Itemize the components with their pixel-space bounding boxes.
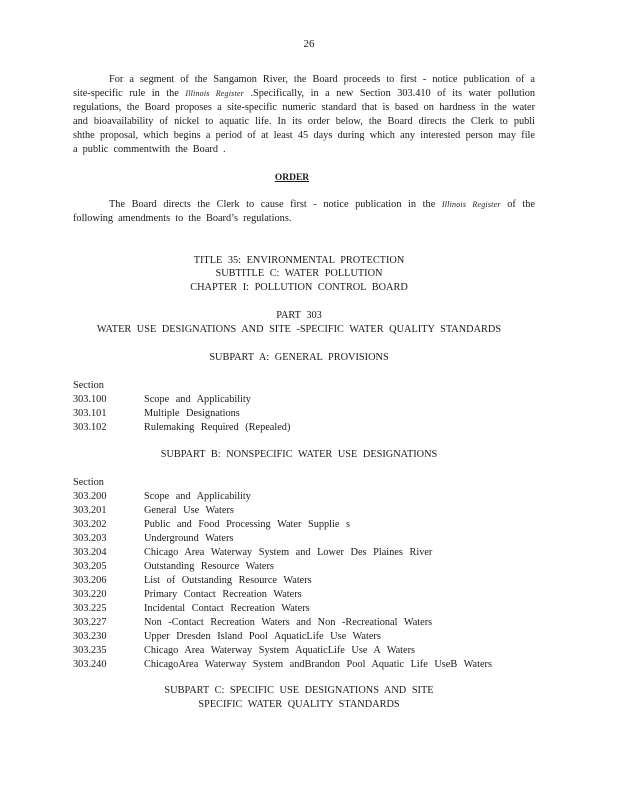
part-title-heading: WATER USE DESIGNATIONS AND SITE -SPECIFIC WATER QUALITY STANDARDS: [96, 324, 502, 335]
toc-row: [73, 630, 543, 644]
toc-row: [73, 644, 543, 658]
toc-row: [73, 616, 543, 630]
intro-paragraph: [73, 73, 535, 157]
subpart-c-heading-line2: SPECIFIC WATER QUALITY STANDARDS: [198, 699, 400, 710]
subpart-b-list: [73, 490, 543, 672]
section-title: Chicago Area Waterway System AquaticLife Use A Waters: [144, 645, 416, 656]
section-number: 303.225: [73, 603, 107, 614]
toc-row: [73, 546, 543, 560]
section-number: 303.206: [73, 575, 107, 586]
section-number: 303.100: [73, 394, 107, 405]
section-title: Non -Contact Recreation Waters and Non -Recreational Waters: [144, 617, 433, 628]
section-number: 303.230: [73, 631, 107, 642]
intro-text-1: For a segment of the Sangamon River, the Board proceeds to first - notice publication of a site-specific rule in the: [73, 74, 535, 99]
section-title: List of Outstanding Resource Waters: [144, 575, 312, 586]
order-heading: ORDER: [274, 173, 310, 183]
section-title: Chicago Area Waterway System and Lower Des Plaines River: [144, 547, 433, 558]
section-number: 303.102: [73, 422, 107, 433]
subpart-b-heading: SUBPART B: NONSPECIFIC WATER USE DESIGNATIONS: [160, 449, 438, 460]
section-title: General Use Waters: [144, 505, 234, 516]
intro-text-2: .Specifically, in a new Section 303.410 of its water pollution regulations, the Board proposes a site-specific numeric standard that is based on hardness in the water and bioavailability of nickel to aquatic life. In its order below, the Board directs the Clerk to publi shthe proposal, which begins a period of at least 45 days during which any interested person may file a public commentwith the Board .: [73, 88, 536, 155]
section-number: 303.205: [73, 561, 107, 572]
subpart-a-list: [73, 393, 543, 435]
subtitle-heading: SUBTITLE C: WATER POLLUTION: [215, 268, 383, 279]
chapter-heading: CHAPTER I: POLLUTION CONTROL BOARD: [190, 282, 408, 293]
title-heading: TITLE 35: ENVIRONMENTAL PROTECTION: [193, 255, 405, 266]
section-number: 303.203: [73, 533, 107, 544]
illinois-register-ref-2: Illinois Register: [441, 200, 501, 209]
section-number: 303.240: [73, 659, 107, 670]
section-number: 303.204: [73, 547, 107, 558]
part-heading: PART 303: [276, 310, 322, 321]
section-number: 303.227: [73, 617, 107, 628]
order-paragraph: [73, 198, 535, 226]
toc-row: [73, 518, 543, 532]
section-title: Underground Waters: [144, 533, 234, 544]
subpart-a-heading: SUBPART A: GENERAL PROVISIONS: [209, 352, 389, 363]
section-number: 303.202: [73, 519, 107, 530]
section-title: Upper Dresden Island Pool AquaticLife Use Waters: [144, 631, 381, 642]
section-number: 303.101: [73, 408, 107, 419]
section-title: Rulemaking Required (Repealed): [144, 422, 291, 433]
section-number: 303.235: [73, 645, 107, 656]
section-title: Multiple Designations: [144, 408, 240, 419]
toc-row: [73, 393, 543, 407]
section-title: Primary Contact Recreation Waters: [144, 589, 302, 600]
toc-row: [73, 532, 543, 546]
section-title: ChicagoArea Waterway System andBrandon Pool Aquatic Life UseB Waters: [144, 659, 492, 670]
section-label-b: Section: [73, 477, 104, 488]
page-number: 26: [303, 38, 315, 50]
section-title: Scope and Applicability: [144, 394, 251, 405]
illinois-register-ref: Illinois Register: [185, 89, 244, 98]
toc-row: [73, 574, 543, 588]
subpart-c-heading-line1: SUBPART C: SPECIFIC USE DESIGNATIONS AND SITE: [164, 685, 434, 696]
toc-row: [73, 421, 543, 435]
toc-row: [73, 490, 543, 504]
section-number: 303.220: [73, 589, 107, 600]
section-title: Outstanding Resource Waters: [144, 561, 274, 572]
section-number: 303.200: [73, 491, 107, 502]
toc-row: [73, 407, 543, 421]
toc-row: [73, 658, 543, 672]
section-label-a: Section: [73, 380, 104, 391]
section-title: Incidental Contact Recreation Waters: [144, 603, 310, 614]
section-title: Scope and Applicability: [144, 491, 251, 502]
toc-row: [73, 588, 543, 602]
toc-row: [73, 504, 543, 518]
order-text-1: The Board directs the Clerk to cause first - notice publication in the: [109, 199, 442, 210]
order-text-2: of the following amendments to the Board’s regulations.: [73, 199, 536, 224]
section-title: Public and Food Processing Water Supplie s: [144, 519, 351, 530]
toc-row: [73, 602, 543, 616]
section-number: 303.201: [73, 505, 107, 516]
toc-row: [73, 560, 543, 574]
